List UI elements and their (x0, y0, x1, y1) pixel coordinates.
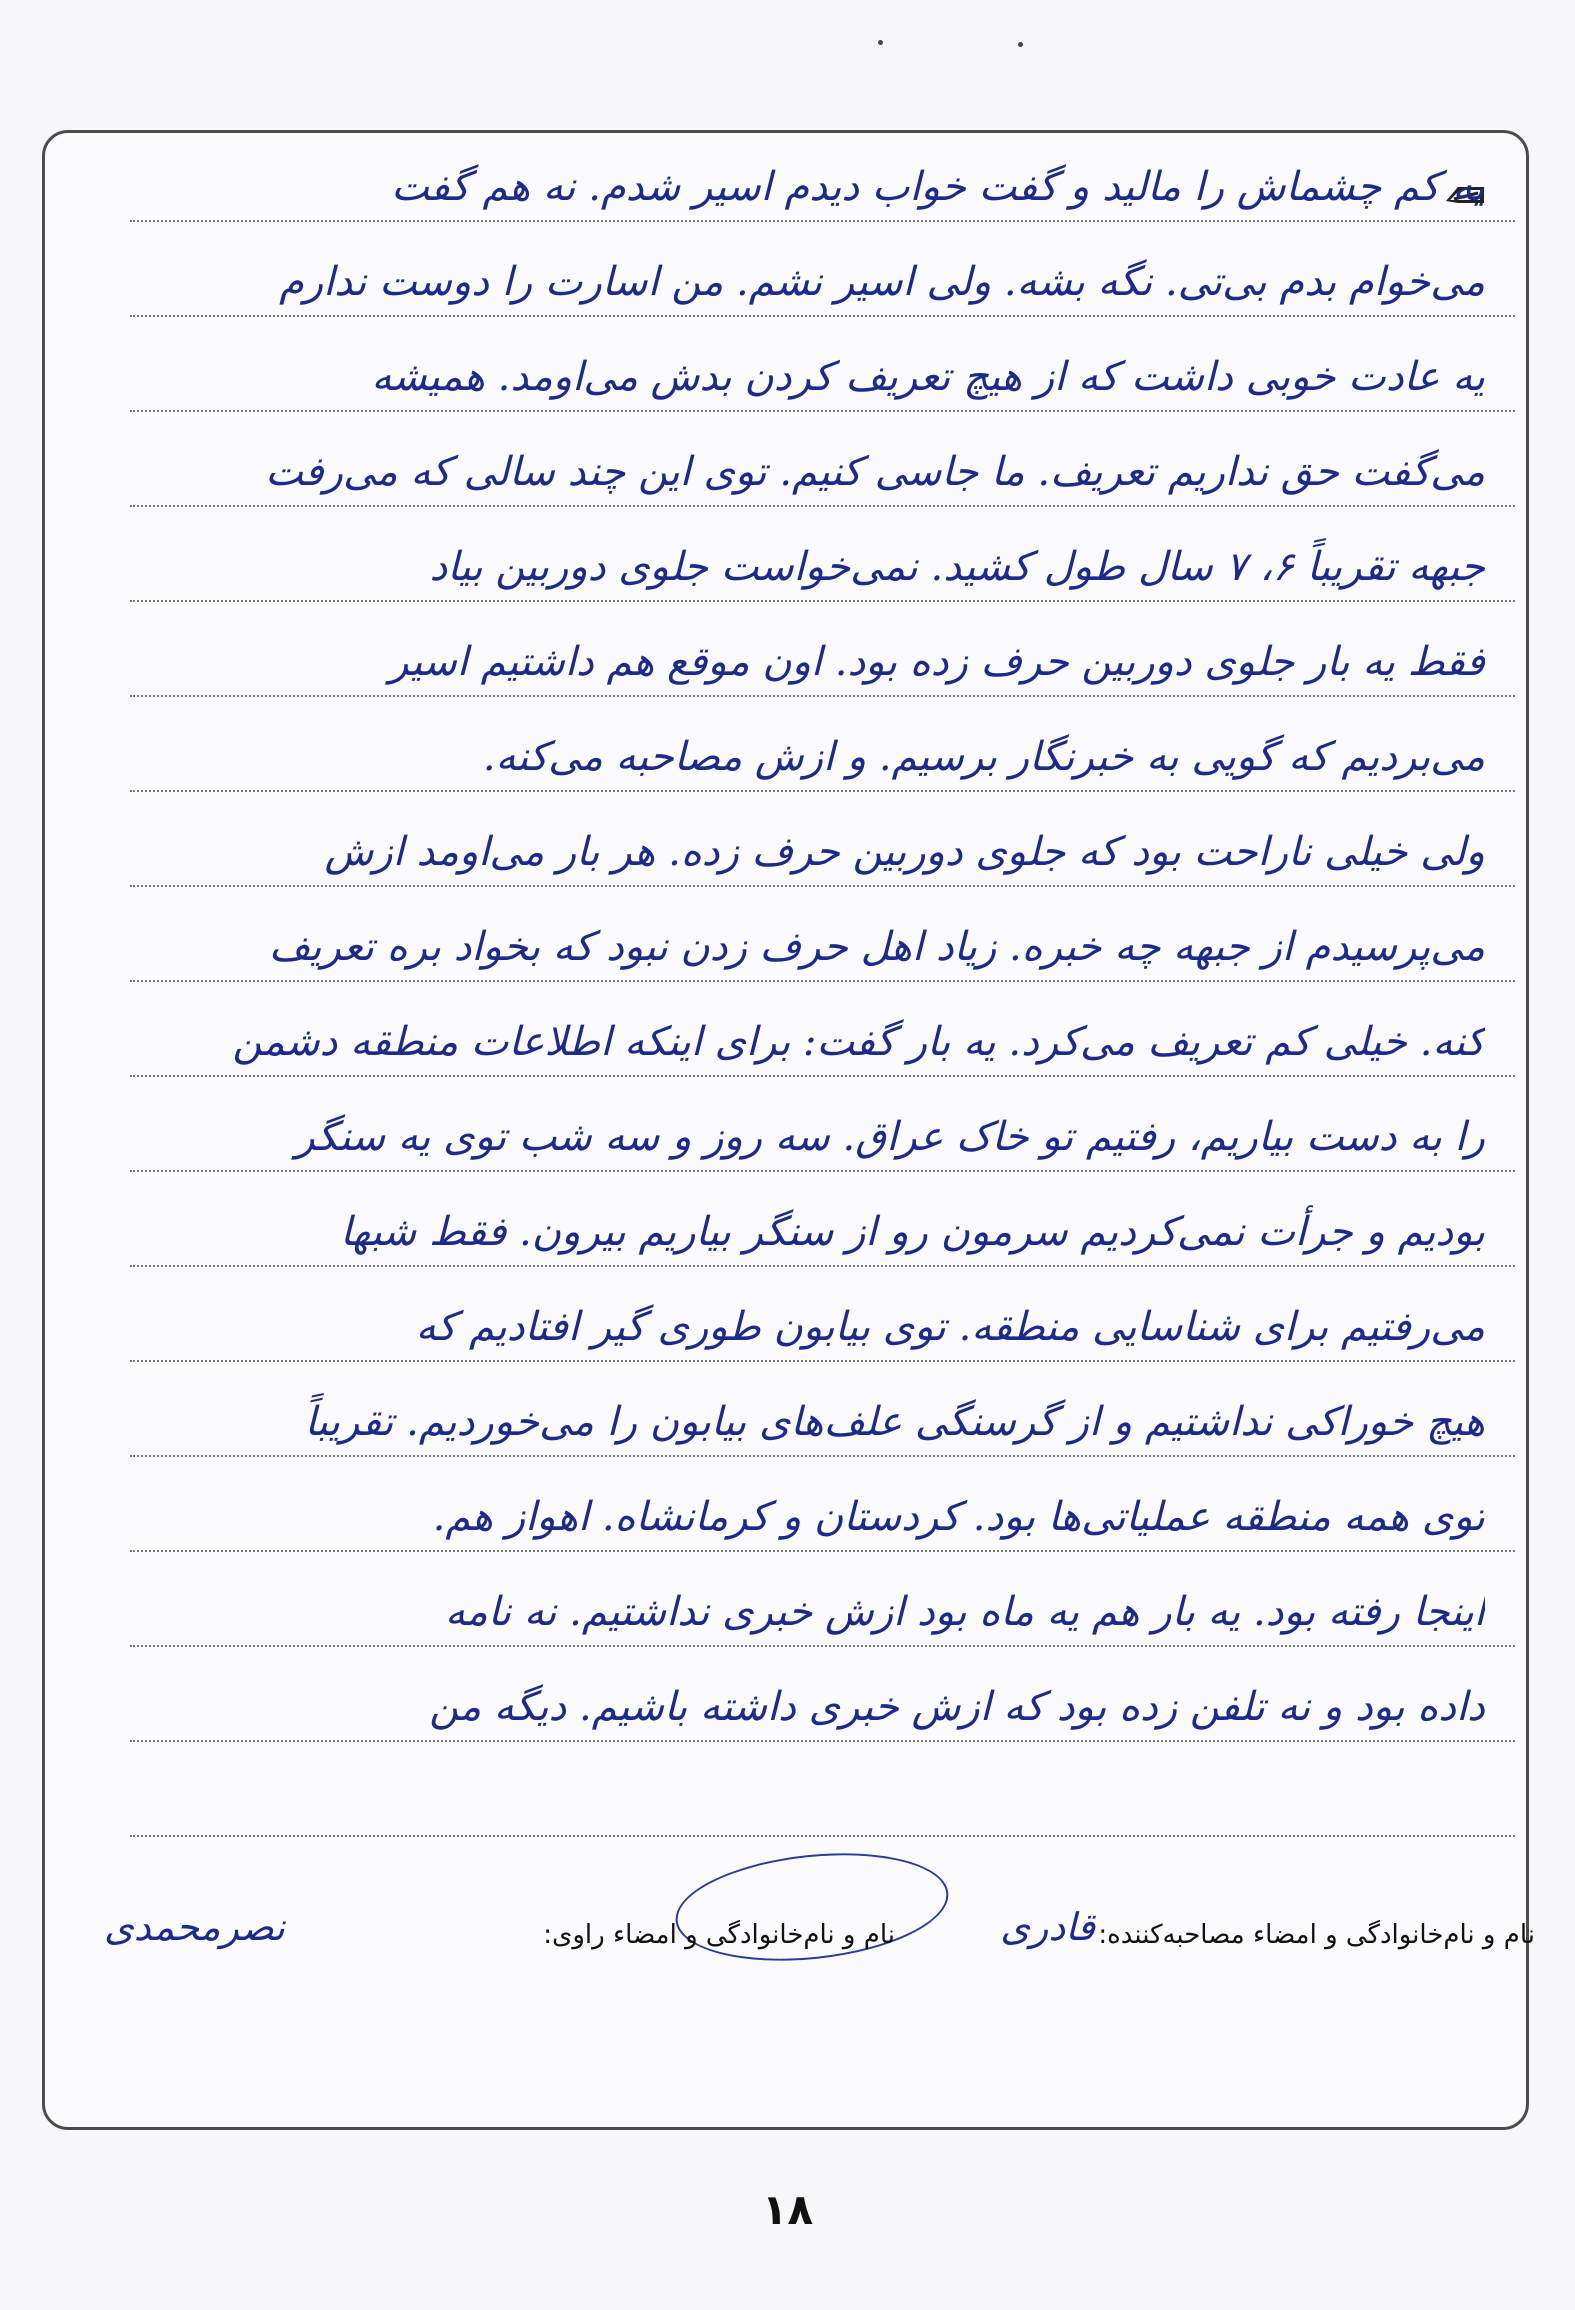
ruled-line (130, 1455, 1515, 1457)
ruled-line (130, 980, 1515, 982)
handwritten-line: می‌پرسیدم از جبهه چه خبره. زیاد اهل حرف زدن نبود که بخواد بره تعریف (268, 924, 1485, 970)
handwritten-line: را به دست بیاریم، رفتیم تو خاک عراق. سه روز و سه شب توی یه سنگر (295, 1114, 1485, 1160)
ruled-line (130, 1170, 1515, 1172)
ruled-line (130, 1740, 1515, 1742)
handwritten-line: داده بود و نه تلفن زده بود که ازش خبری داشته باشیم. دیگه من (429, 1684, 1485, 1730)
handwritten-line: هیچ خوراکی نداشتیم و از گرسنگی علف‌های بیابون را می‌خوردیم. تقریباً (304, 1399, 1485, 1445)
ruled-line (130, 1360, 1515, 1362)
handwritten-line: توی همه منطقه عملیاتی‌ها بود. کردستان و کرمانشاه. اهواز هم. (432, 1494, 1485, 1540)
handwritten-line: یه عادت خوبی داشت که از هیچ تعریف کردن بدش می‌اومد. همیشه (371, 354, 1485, 400)
ruled-line (130, 315, 1515, 317)
handwritten-line: فقط یه بار جلوی دوربین حرف زده بود. اون موقع هم داشتیم اسیر (389, 639, 1485, 685)
ruled-line (130, 1265, 1515, 1267)
handwritten-line: اینجا رفته بود. یه بار هم یه ماه بود ازش خبری نداشتیم. نه نامه (444, 1589, 1485, 1635)
ruled-line (130, 885, 1515, 887)
ruled-line (130, 1835, 1515, 1837)
handwritten-line: کنه. خیلی کم تعریف می‌کرد. یه بار گفت: برای اینکه اطلاعات منطقه دشمن (232, 1019, 1485, 1065)
handwritten-line: می‌بردیم که گویی به خبرنگار برسیم. و ازش مصاحبه می‌کنه. (482, 734, 1485, 780)
narrator-label: نام و نام‌خانوادگی و امضاء راوی: (543, 1920, 895, 1950)
handwritten-line: می‌رفتیم برای شناسایی منطقه. توی بیابون طوری گیر افتادیم که (415, 1304, 1485, 1350)
scan-mark (1018, 42, 1023, 47)
handwritten-line: بودیم و جرأت نمی‌کردیم سرمون رو از سنگر بیاریم بیرون. فقط شبها (340, 1209, 1485, 1255)
ruled-line (130, 505, 1515, 507)
ruled-line (130, 1645, 1515, 1647)
interviewer-label: نام و نام‌خانوادگی و امضاء مصاحبه‌کننده: (1098, 1920, 1535, 1950)
handwritten-line: ولی خیلی ناراحت بود که جلوی دوربین حرف زده. هر بار می‌اومد ازش (324, 829, 1485, 875)
interviewer-signature: قادری (1000, 1905, 1095, 1949)
ruled-line (130, 600, 1515, 602)
ruled-line (130, 695, 1515, 697)
ruled-line (130, 790, 1515, 792)
handwritten-line: می‌گفت حق نداریم تعریف. ما جاسی کنیم. توی این چند سالی که می‌رفت (265, 449, 1485, 495)
ruled-line (130, 220, 1515, 222)
handwritten-line: جبهه تقریباً ۶، ۷ سال طول کشید. نمی‌خواست جلوی دوربین بیاد (429, 544, 1485, 590)
scan-mark (878, 40, 883, 45)
ruled-line (130, 410, 1515, 412)
ruled-line (130, 1550, 1515, 1552)
handwritten-line: می‌خوام بدم بی‌تی‌. نگه بشه. ولی اسیر نشم. من اسارت را دوست ندارم (279, 259, 1485, 305)
narrator-signature: نصرمحمدی (103, 1905, 285, 1949)
ruled-line (130, 1075, 1515, 1077)
handwritten-line: یه کم چشماش را مالید و گفت خواب دیدم اسیر شدم. نه هم گفت (391, 164, 1485, 210)
page-number: ۱۸ (761, 2185, 814, 2234)
footer (60, 1900, 1535, 1970)
